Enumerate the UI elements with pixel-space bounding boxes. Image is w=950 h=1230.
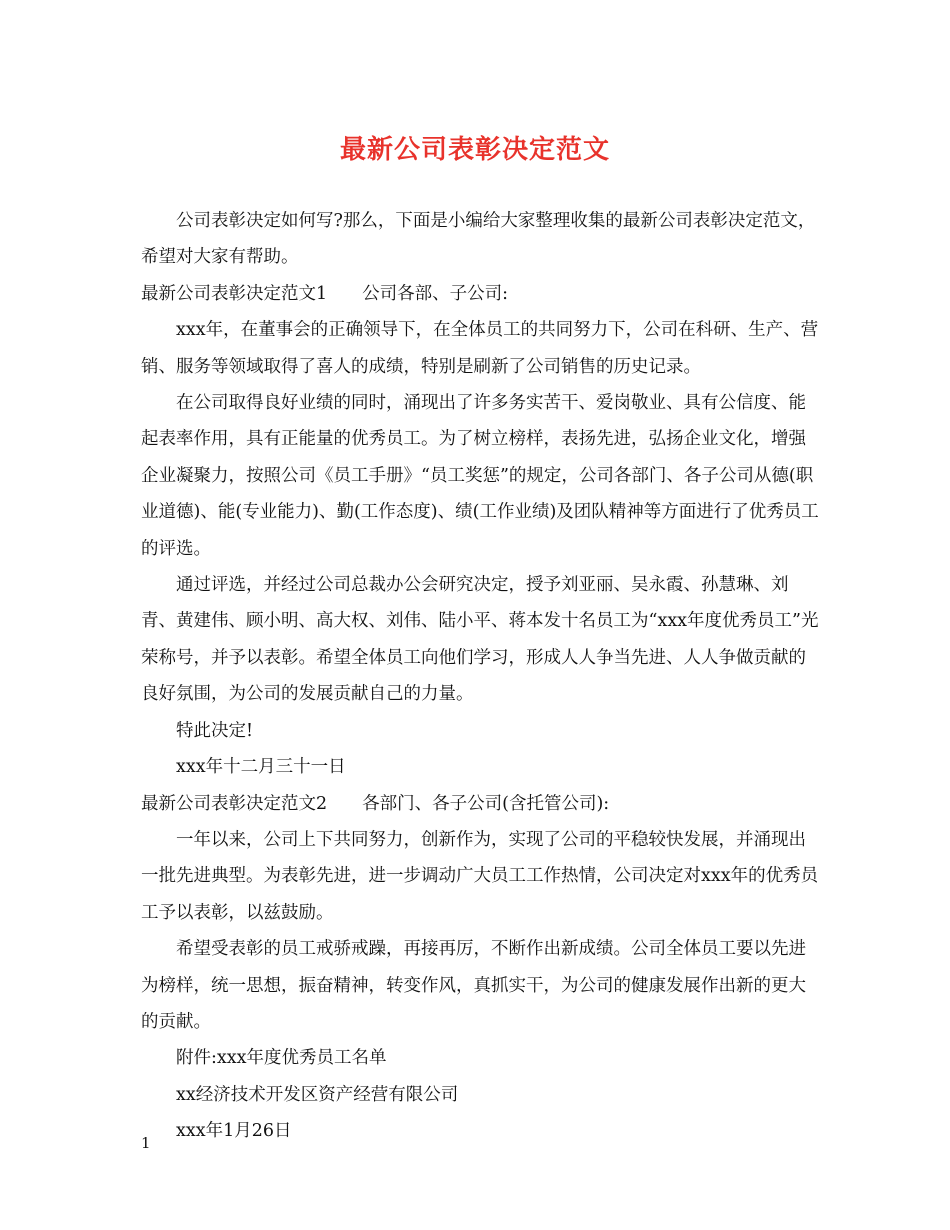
company-signature: xx经济技术开发区资产经营有限公司 — [176, 1084, 459, 1105]
sample-2-paragraph-1: 一年以来，公司上下共同努力，创新作为，实现了公司的平稳较快发展，并涌现出一批先进典型。为表彰先进，进一步调动广大员工工作热情，公司决定对xxx年的优秀员工予以表彰，以兹鼓励。 — [141, 829, 819, 923]
sample-1-closing: 特此决定! — [176, 720, 254, 741]
sample-1-paragraph-3: 通过评选，并经过公司总裁办公会研究决定，授予刘亚丽、吴永霞、孙慧琳、刘青、黄建伟、顾小明、高大权、刘伟、陆小平、蒋本发十名员工为“xxx年度优秀员工”光荣称号，并予以表彰。希望全体员工向他们学习，形成人人争当先进、人人争做贡献的良好氛围，为公司的发展贡献自己的力量。 — [141, 575, 819, 705]
attachment-line: 附件:xxx年度优秀员工名单 — [176, 1048, 387, 1069]
sample-2-paragraph-2: 希望受表彰的员工戒骄戒躁，再接再厉，不断作出新成绩。公司全体员工要以先进为榜样，统一思想，振奋精神，转变作风，真抓实干，为公司的健康发展作出新的更大的贡献。 — [141, 939, 806, 1032]
sample-2-heading: 最新公司表彰决定范文2 各部门、各子公司(含托管公司): — [141, 793, 610, 814]
sample-1-heading: 最新公司表彰决定范文1 公司各部、子公司: — [141, 283, 509, 304]
page-number: 1 — [141, 1134, 151, 1152]
document-title: 最新公司表彰决定范文 — [339, 135, 610, 165]
document-body — [141, 203, 821, 1150]
sample-1-paragraph-2: 在公司取得良好业绩的同时，涌现出了许多务实苦干、爱岗敬业、具有公信度、能起表率作用，具有正能量的优秀员工。为了树立榜样，表扬先进，弘扬企业文化，增强企业凝聚力，按照公司《员工手册》“员工奖惩”的规定，公司各部门、各子公司从德(职业道德)、能(专业能力)、勤(工作态度)、绩(工作业绩)及团队精神等方面进行了优秀员工的评选。 — [141, 393, 819, 559]
sample-1-date: xxx年十二月三十一日 — [176, 757, 346, 778]
sample-1-paragraph-1: xxx年，在董事会的正确领导下，在全体员工的共同努力下，公司在科研、生产、营销、服务等领域取得了喜人的成绩，特别是刷新了公司销售的历史记录。 — [141, 320, 819, 377]
intro-paragraph: 公司表彰决定如何写?那么，下面是小编给大家整理收集的最新公司表彰决定范文，希望对大家有帮助。 — [141, 211, 816, 268]
signature-date: xxx年1月26日 — [176, 1121, 292, 1142]
